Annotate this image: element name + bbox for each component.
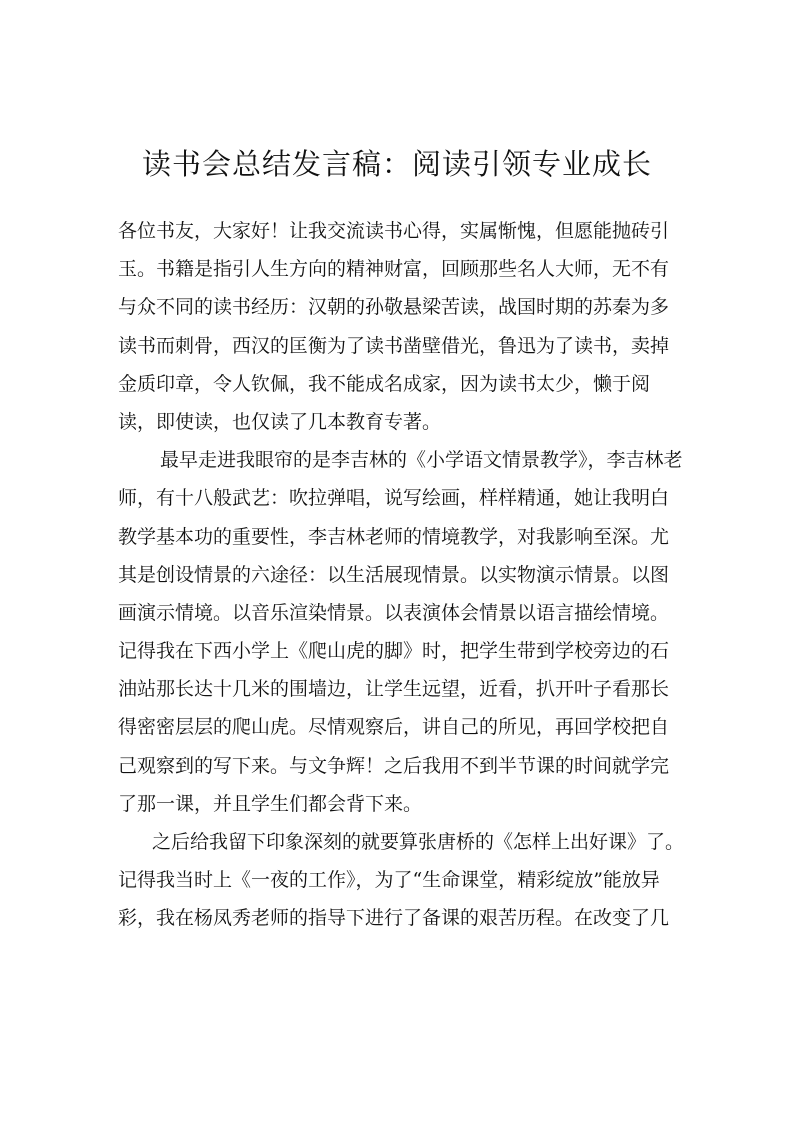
text-line: 己观察到的写下来。与文争辉！之后我用不到半节课的时间就学完 [118, 754, 670, 777]
text-line: 教学基本功的重要性，李吉林老师的情境教学，对我影响至深。尤 [118, 525, 670, 548]
document-body [118, 212, 685, 938]
text-line: 师，有十八般武艺：吹拉弹唱，说写绘画，样样精通，她让我明白 [118, 487, 670, 510]
text-line: 各位书友，大家好！让我交流读书心得，实属惭愧，但愿能抛砖引 [118, 220, 670, 242]
text-line: 记得我当时上《一夜的工作》，为了“生命课堂，精彩绽放”能放异 [118, 869, 660, 892]
text-line: 读书而刺骨，西汉的匡衡为了读书凿壁借光，鲁迅为了读书，卖掉 [118, 334, 670, 357]
document-title: 读书会总结发言稿：阅读引领专业成长 [141, 147, 652, 181]
text-line: 之后给我留下印象深刻的就要算张唐桥的《怎样上出好课》了。 [152, 831, 685, 853]
text-line: 其是创设情景的六途径：以生活展现情景。以实物演示情景。以图 [118, 563, 670, 586]
text-line: 彩，我在杨凤秀老师的指导下进行了备课的艰苦历程。在改变了几 [118, 907, 670, 930]
text-line: 读，即使读，也仅读了几本教育专著。 [118, 410, 442, 433]
text-line: 记得我在下西小学上《爬山虎的脚》时，把学生带到学校旁边的石 [118, 640, 670, 663]
text-line: 与众不同的读书经历：汉朝的孙敬悬梁苦读，战国时期的苏秦为多 [118, 296, 670, 319]
text-line: 金质印章，令人钦佩，我不能成名成家，因为读书太少，懒于阅 [118, 372, 651, 395]
text-line: 了那一课，并且学生们都会背下来。 [118, 792, 423, 815]
text-line: 得密密层层的爬山虎。尽情观察后，讲自己的所见，再回学校把自 [118, 716, 670, 739]
text-line: 画演示情境。以音乐渲染情景。以表演体会情景以语言描绘情境。 [118, 601, 670, 624]
text-line: 玉。书籍是指引人生方向的精神财富，回顾那些名人大师，无不有 [118, 258, 670, 281]
text-line: 最早走进我眼帘的是李吉林的《小学语文情景教学》，李吉林老 [160, 449, 683, 472]
text-line: 油站那长达十几米的围墙边，让学生远望，近看，扒开叶子看那长 [118, 678, 670, 701]
